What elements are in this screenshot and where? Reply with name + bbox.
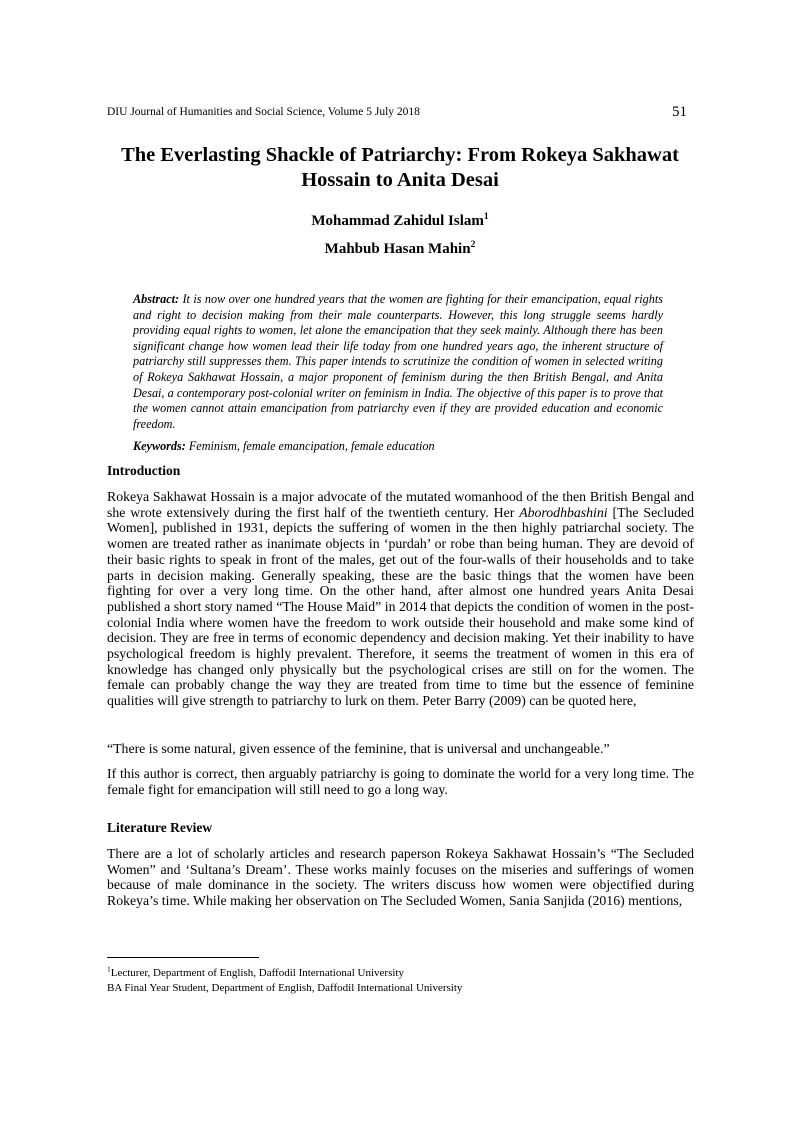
intro-p1-after: [The Secluded Women], published in 1931, depicts the suffering of women in the then highly patriarchal society. The women are treated rather as inanimate objects in ‘purdah’ or robe than being human. They are devoid of their basic rights to speak in front of the males, get out of the four-walls of their households and to take parts in decision making. Generally speaking, these are the basic things that the women have been fighting for over a very long time. On the other hand, after almost one hundred years Anita Desai published a short story named “The House Maid” in 2014 that depicts the condition of women in the post-colonial India where women have the freedom to work outside their household and make some kind of decision. They are free in terms of economic dependency and decision making. Yet their inability to have psychological freedom is highly prevalent. Therefore, it seems the treatment of women in this era of knowledge has changed only physically but the psychological crises are still on for the women. The female can probably change the way they are treated from time to time but the essence of feminine qualities will give strength to patriarchy to lurk on them. Peter Barry (2009) can be quoted here, <box>107 504 695 709</box>
introduction-paragraph-2: If this author is correct, then arguably patriarchy is going to dominate the world for a very long time. The female fight for emancipation will still need to go a long way. <box>107 766 694 797</box>
footnote-1-text: Lecturer, Department of English, Daffodil International University <box>110 967 404 979</box>
footnotes <box>107 966 694 996</box>
abstract <box>133 292 663 432</box>
footnote-2-text: BA Final Year Student, Department of English, Daffodil International University <box>107 982 463 994</box>
literature-review-paragraph-1: There are a lot of scholarly articles and research paperson Rokeya Sakhawat Hossain’s “The Secluded Women” and ‘Sultana’s Dream’. These works mainly focuses on the miseries and sufferings of women because of male dominance in the society. The writers discuss how women were objectified during Rokeya’s time. While making her observation on The Secluded Women, Sania Sanjida (2016) mentions, <box>107 846 694 909</box>
author-1-name: Mohammad Zahidul Islam <box>311 213 484 229</box>
footnote-separator <box>107 957 259 958</box>
running-header <box>107 106 687 126</box>
keywords-label: Keywords: <box>133 439 186 453</box>
block-quote: “There is some natural, given essence of the feminine, that is universal and unchangeable.” <box>107 741 610 756</box>
section-heading-introduction: Introduction <box>107 463 181 478</box>
keywords-text: Feminism, female emancipation, female education <box>185 439 435 453</box>
abstract-label: Abstract: <box>133 292 180 306</box>
title-line-2: Hossain to Anita Desai <box>301 169 499 191</box>
footnote-1-marker: 1 <box>107 964 111 974</box>
page-number: 51 <box>672 104 687 120</box>
footnote-1 <box>107 966 694 981</box>
book-title-italic: Aborodhbashini <box>519 504 608 520</box>
journal-citation: DIU Journal of Humanities and Social Science, Volume 5 July 2018 <box>107 106 420 118</box>
intro-p1-before: Rokeya Sakhawat Hossain is a major advocate of the mutated womanhood of the then British Bengal and she wrote extensively during the first half of the twentieth century. Her <box>107 489 694 520</box>
introduction-paragraph-1 <box>107 489 694 709</box>
title-line-1: The Everlasting Shackle of Patriarchy: From Rokeya Sakhawat <box>121 144 679 166</box>
keywords <box>133 439 663 454</box>
author-2-footnote-marker: 2 <box>470 240 476 250</box>
author-1 <box>100 213 700 230</box>
footnote-2 <box>107 981 694 996</box>
abstract-text: It is now over one hundred years that the women are fighting for their emancipation, equal rights and right to decision making from their male counterparts. However, this long struggle seems hardly providing equal rights to women, let alone the emancipation that they seek mainly. Although there has been significant change how women lead their life today from one hundred years ago, the inherent structure of patriarchy still suppresses them. This paper intends to scrutinize the condition of women in selected writing of Rokeya Sakhawat Hossain, a major proponent of feminism during the then British Bengal, and Anita Desai, a contemporary post-colonial writer on feminism in India. The objective of this paper is to prove that the women cannot attain emancipation from patriarchy even if they are provided education and economic freedom. <box>133 292 663 431</box>
section-heading-literature-review: Literature Review <box>107 820 213 835</box>
author-2-name: Mahbub Hasan Mahin <box>324 241 471 257</box>
author-2 <box>100 241 700 258</box>
paper-title <box>100 143 700 193</box>
author-1-footnote-marker: 1 <box>483 212 489 222</box>
